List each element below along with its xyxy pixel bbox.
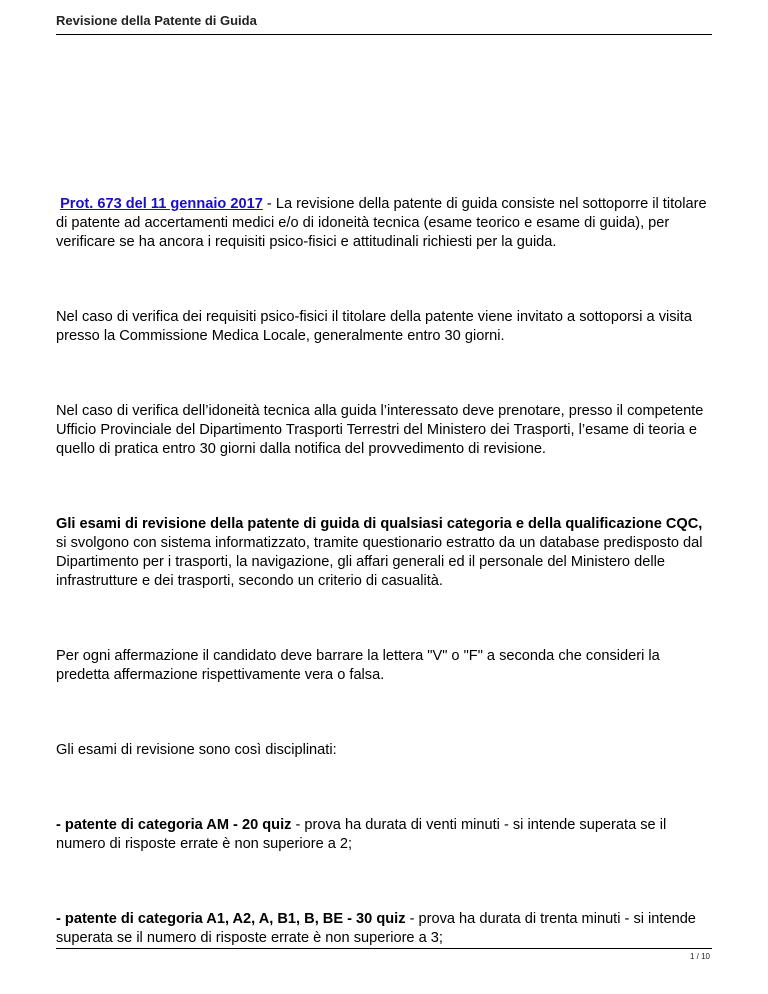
paragraph-exams	[56, 515, 716, 591]
paragraph-a-b	[56, 910, 716, 948]
intro-paragraph	[56, 195, 716, 252]
page-header-title: Revisione della Patente di Guida	[56, 13, 257, 28]
paragraph-a-b-bold: - patente di categoria A1, A2, A, B1, B, BE - 30 quiz	[56, 911, 406, 927]
paragraph-exams-text: si svolgono con sistema informatizzato, tramite questionario estratto da un database predisposto dal Dipartimento per i trasporti, la navigazione, gli affari generali ed il personale del Ministero delle infrastrutture e dei trasporti, secondo un criterio di casualità.	[56, 535, 703, 589]
paragraph-rules-intro: Gli esami di revisione sono così disciplinati:	[56, 742, 337, 758]
paragraph-am	[56, 816, 716, 854]
paragraph-answers: Per ogni affermazione il candidato deve barrare la lettera "V" o "F" a seconda che consideri la predetta affermazione rispettivamente vera o falsa.	[56, 648, 660, 683]
paragraph-psychophysical: Nel caso di verifica dei requisiti psico-fisici il titolare della patente viene invitato a sottoporsi a visita presso la Commissione Medica Locale, generalmente entro 30 giorni.	[56, 309, 692, 344]
paragraph-exams-bold: Gli esami di revisione della patente di guida di qualsiasi categoria e della qualificazione CQC,	[56, 516, 703, 532]
footer-divider	[56, 948, 712, 949]
paragraph-a-b-text: - prova ha durata di trenta minuti - si intende superata se il numero di risposte errate è non superiore a 3;	[56, 911, 696, 946]
paragraph-am-text: - prova ha durata di venti minuti - si intende superata se il numero di risposte errate è non superiore a 2;	[56, 817, 667, 852]
paragraph-technical: Nel caso di verifica dell’idoneità tecnica alla guida l’interessato deve prenotare, presso il competente Ufficio Provinciale del Dipartimento Trasporti Terrestri del Ministero dei Trasporti, l’esame di teoria e quello di pratica entro 30 giorni dalla notifica del provvedimento di revisione.	[56, 403, 704, 457]
document-body	[56, 195, 716, 948]
header-divider	[56, 34, 712, 35]
page-number: 1 / 10	[689, 952, 710, 961]
intro-text: - La revisione della patente di guida consiste nel sottoporre il titolare di patente ad accertamenti medici e/o di idoneità tecnica (esame teorico e esame di guida), per verificare se ha ancora i requisiti psico-fisici e attitudinali richiesti per la guida.	[56, 196, 707, 250]
protocol-link[interactable]: Prot. 673 del 11 gennaio 2017	[60, 196, 263, 212]
paragraph-am-bold: - patente di categoria AM - 20 quiz	[56, 817, 292, 833]
